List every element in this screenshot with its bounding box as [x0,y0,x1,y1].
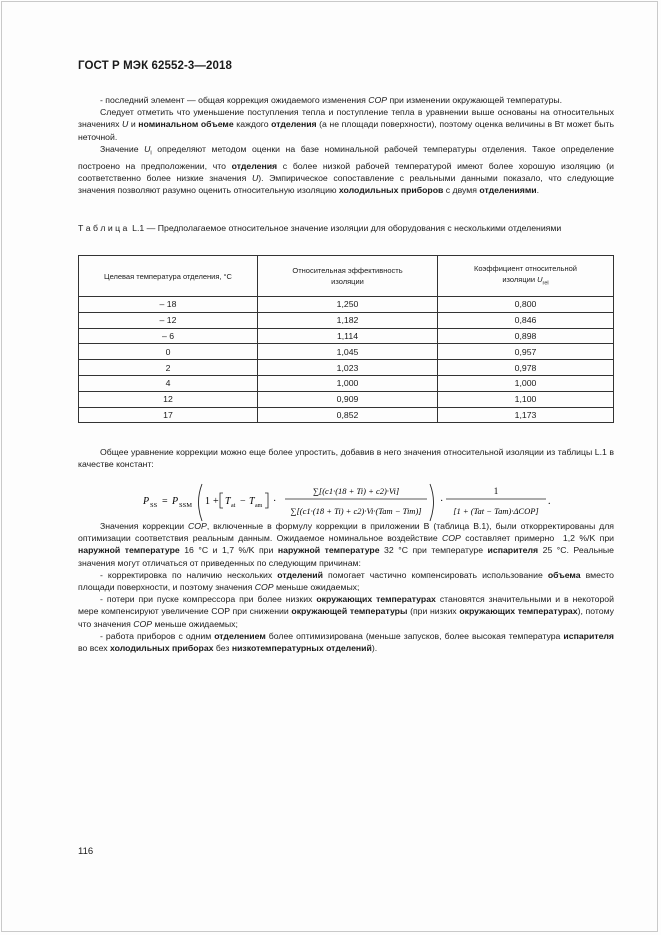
table-cell: 0,909 [258,391,438,407]
formula-tat: T [225,496,231,507]
table-cell: 0,957 [438,344,614,360]
table-cell: 1,000 [258,375,438,391]
left-paren [199,484,203,521]
table-cell: 1,182 [258,312,438,328]
paragraph-last-element: - последний элемент — общая коррекция ожидаемого изменения COP при изменении окружающей температуры. [100,95,563,105]
bullet-item: - потери при пуске компрессора при более низких окружающих температурах становятся значительными и в некоторой мере компенсируют увеличение COP при снижении окружающей температуры (при низких окружающих температурах), потому что значения COP меньше ожидаемых; [78,594,615,629]
paragraph-note: Следует отметить что уменьшение поступления тепла и поступление тепла в уравнении выше основаны на относительных значениях U и номинальном объеме каждого отделения (а не площади поверхности), поэтому оценка величины в Вт может быть неточной. [78,107,614,142]
formula-lhs: P [143,496,150,507]
table-cell: 1,100 [438,391,614,407]
table-row [79,297,614,313]
table-cell: 0,898 [438,328,614,344]
column-header: Относительная эффективность изоляции [258,256,438,297]
table-header-row [79,256,614,297]
page-number: 116 [78,846,94,857]
right-paren [430,484,434,521]
table-row [79,344,614,360]
table-cell: 17 [79,407,258,423]
table-cell: 0,846 [438,312,614,328]
table-cell: 0,800 [438,297,614,313]
formula-p-sub: SSM [179,502,193,509]
paragraph-ui-value: Значение $U_i$ определяют методом оценки на базе номинальной рабочей температуры отделения. Такое определение построено на предположении, что отделения с более низкой рабочей температурой имеют более хорошую изоляцию (и соответственно более низкие значения U). Эмпирическое сопоставление с реальными данными показало, что следующие значения позволяют разумно оценить относительную изоляцию холодильных приборов с двумя отделениями. [78,143,614,196]
table-cell: – 6 [79,328,258,344]
table-cell: – 18 [79,297,258,313]
table-cell: 1,023 [258,360,438,376]
table-cell: 1,114 [258,328,438,344]
table-row [79,407,614,423]
table-caption: Т а б л и ц а L.1 — Предполагаемое относительное значение изоляции для оборудования с несколькими отделениями [78,223,562,233]
table-row [79,360,614,376]
table-cell: 4 [79,375,258,391]
svg-text:−: − [240,496,246,507]
paragraph-cop-values: Значения коррекции COP, включенные в формулу коррекции в приложении В (таблица В.1), были откорректированы для оптимизации соответствия реальным данным. Ожидаемое номинальное воздействие COP составляет примерно 1,2 %/K при наружной температуре 16 °C и 1,7 %/K при наружной температуре 32 °C при температуре испарителя 25 °C. Реальные значения могут отличаться от приведенных по следующим причинам: [78,521,614,568]
table-cell: 0,852 [258,407,438,423]
formula-tam: T [249,496,255,507]
bullet-item: - корректировка по наличию нескольких отделений помогает частично компенсировать использование объема вместо площади поверхности, и поэтому значения COP меньше ожидаемых; [78,569,614,593]
table-cell: 1,250 [258,297,438,313]
paragraph-simplify: Общее уравнение коррекции можно еще более упростить, добавив в него значения относительной изоляции из таблицы L.1 в качестве констант: [78,447,614,470]
formula-numerator: ∑[(c1·(18 + Ti) + c2)·Vi] [312,486,400,496]
table-row [79,312,614,328]
formula-lhs-sub: SS [150,502,158,509]
svg-text:.: . [548,496,551,507]
svg-text:·: · [273,496,277,507]
table-row [79,375,614,391]
table-cell: 2 [79,360,258,376]
column-header: Целевая температура отделения, °C [79,256,258,297]
intro-section [78,94,614,196]
formula-r-numerator: 1 [493,486,499,496]
correction-formula [0,478,661,526]
svg-text:+: + [213,496,219,507]
table-cell: 0,978 [438,360,614,376]
formula-p: P [172,496,179,507]
table-cell: 0 [79,344,258,360]
table-cell: 12 [79,391,258,407]
table-cell: 1,173 [438,407,614,423]
table-row [79,328,614,344]
insulation-table [78,255,614,423]
table-cell: – 12 [79,312,258,328]
closing-section [78,520,614,654]
document-header: ГОСТ Р МЭК 62552-3—2018 [78,60,232,72]
after-table-section [78,446,614,470]
formula-one: 1 [205,496,210,507]
formula-r-denominator: [1 + (Tat − Tam)·ΔCOP] [453,506,539,516]
formula-eq: = [162,496,168,507]
table-cell: 1,000 [438,375,614,391]
table-row [79,391,614,407]
table-cell: 1,045 [258,344,438,360]
formula-tam-sub: am [255,503,263,509]
formula-denominator: ∑[(c1·(18 + Ti) + c2)·Vi·(Tam − Tim)] [290,506,422,516]
bullet-item: - работа приборов с одним отделением более оптимизирована (меньше запусков, более высокая температура испарителя во всех холодильных приборах без низкотемпературных отделений). [78,630,614,654]
formula-tat-sub: at [231,503,236,509]
column-header: Коэффициент относительной изоляции $U_{rel}$ [438,256,614,297]
svg-text:·: · [440,496,444,507]
